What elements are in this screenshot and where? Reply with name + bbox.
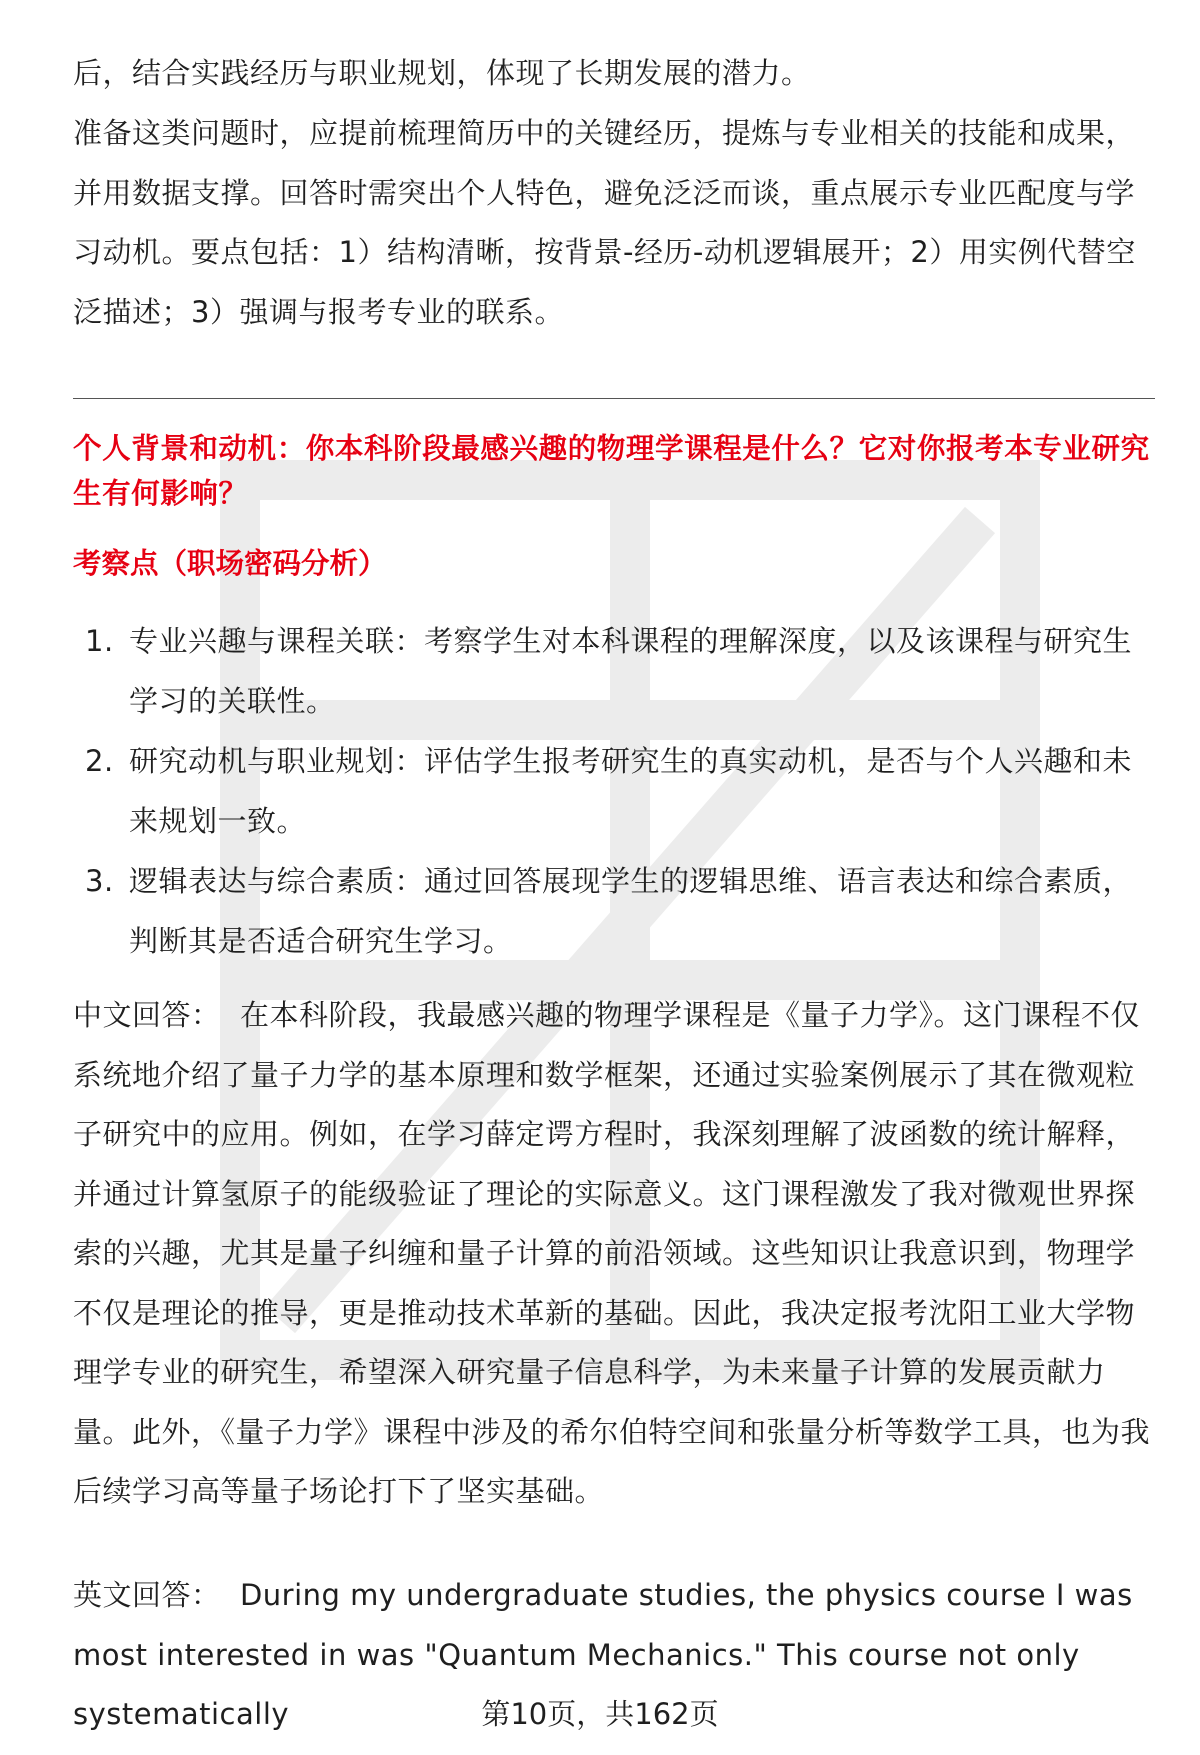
english-answer-label: 英文回答： [73, 1578, 221, 1612]
english-answer-text: During my undergraduate studies, the physics course I was most interested in was "Quantum Mechanics." This course not only systematically [73, 1578, 1133, 1731]
list-item-text: 研究动机与职业规划：评估学生报考研究生的真实动机，是否与个人兴趣和未来规划一致。 [129, 744, 1133, 838]
assessment-heading: 考察点（职场密码分析） [73, 547, 387, 580]
chinese-answer-paragraph [73, 986, 1153, 1522]
section-divider [73, 398, 1155, 399]
list-item-text: 专业兴趣与课程关联：考察学生对本科课程的理解深度，以及该课程与研究生学习的关联性。 [129, 624, 1133, 718]
intro-tail-line: 后，结合实践经历与职业规划，体现了长期发展的潜力。 [73, 56, 811, 90]
list-item [73, 732, 1159, 851]
list-item-text: 逻辑表达与综合素质：通过回答展现学生的逻辑思维、语言表达和综合素质，判断其是否适合研究生学习。 [129, 864, 1133, 958]
list-item-number: 3. [85, 864, 114, 898]
list-item [73, 612, 1159, 731]
chinese-answer-text: 在本科阶段，我最感兴趣的物理学课程是《量子力学》。这门课程不仅系统地介绍了量子力学的基本原理和数学框架，还通过实验案例展示了其在微观粒子研究中的应用。例如，在学习薛定谔方程时，我深刻理解了波函数的统计解释，并通过计算氢原子的能级验证了理论的实际意义。这门课程激发了我对微观世界探索的兴趣，尤其是量子纠缠和量子计算的前沿领域。这些知识让我意识到，物理学不仅是理论的推导，更是推动技术革新的基础。因此，我决定报考沈阳工业大学物理学专业的研究生，希望深入研究量子信息科学，为未来量子计算的发展贡献力量。此外，《量子力学》课程中涉及的希尔伯特空间和张量分析等数学工具，也为我后续学习高等量子场论打下了坚实基础。 [73, 998, 1151, 1508]
list-item [73, 852, 1159, 971]
assessment-points-list [73, 612, 1155, 972]
prep-advice-paragraph: 准备这类问题时，应提前梳理简历中的关键经历，提炼与专业相关的技能和成果，并用数据支撑。回答时需突出个人特色，避免泛泛而谈，重点展示专业匹配度与学习动机。要点包括：1）结构清晰，按背景-经历-动机逻辑展开；2）用实例代替空泛描述；3）强调与报考专业的联系。 [73, 116, 1136, 329]
chinese-answer-label: 中文回答： [73, 998, 221, 1032]
page-footer: 第10页，共162页 [481, 1697, 719, 1731]
list-item-number: 1. [85, 624, 114, 658]
question-heading: 个人背景和动机：你本科阶段最感兴趣的物理学课程是什么？它对你报考本专业研究生有何影响？ [73, 432, 1150, 510]
list-item-number: 2. [85, 744, 114, 778]
